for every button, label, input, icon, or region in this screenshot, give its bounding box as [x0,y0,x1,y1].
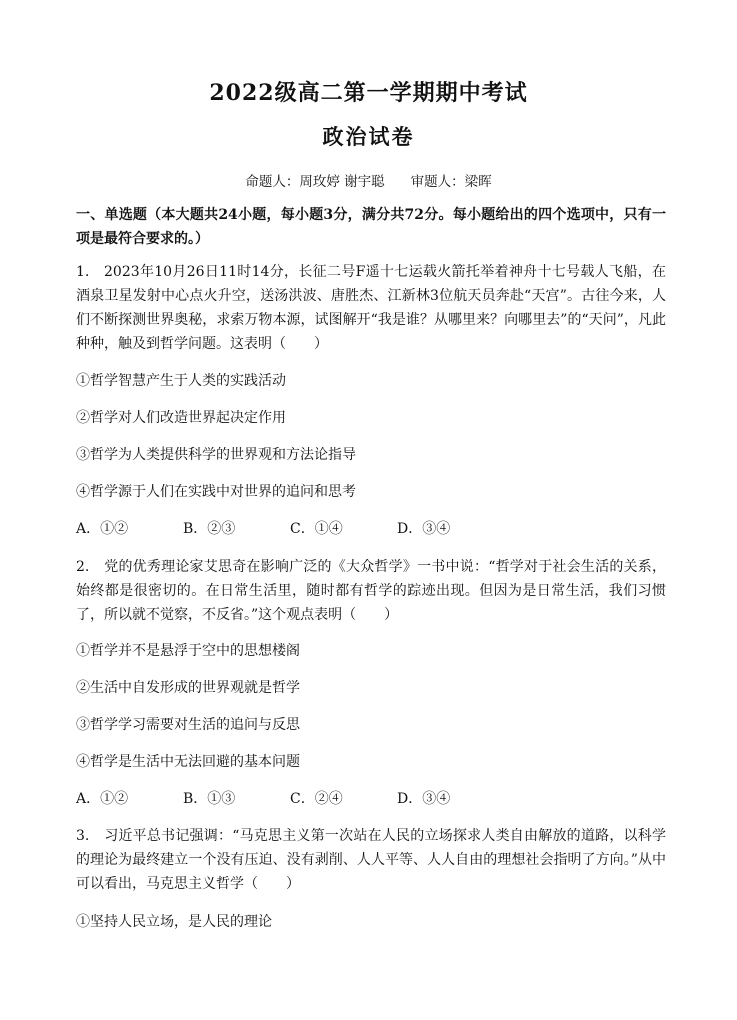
question-2-option-3: ③哲学学习需要对生活的追问与反思 [76,717,300,733]
question-3-stem [76,824,666,896]
question-1-choices [76,519,504,539]
question-2-option-2: ②生活中自发形成的世界观就是哲学 [76,680,300,696]
question-number: 2. [76,559,90,575]
authors-line [0,170,737,190]
question-1-option-3: ③哲学为人类提供科学的世界观和方法论指导 [76,447,356,463]
question-text: 2023年10月26日11时14分，长征二号F遥十七运载火箭托举着神舟十七号载人飞船，在酒泉卫星发射中心点火升空，送汤洪波、唐胜杰、江新林3位航天员奔赴“天宫”。古往今来，人们不断探测世界奥秘，求索万物本源，试图解开“我是谁？从哪里来？向哪里去”的“天问”，凡此种种，触及到哲学问题。这表明（ ） [76,264,666,352]
question-1-stem [76,260,666,356]
choice-a: A．①② [76,521,129,537]
exam-title: 2022级高二第一学期期中考试 [209,80,528,106]
choice-d: D．③④ [397,791,451,807]
question-2-option-4: ④哲学是生活中无法回避的基本问题 [76,754,300,770]
question-text: 党的优秀理论家艾思奇在影响广泛的《大众哲学》一书中说：“哲学对于社会生活的关系，始终都是很密切的。在日常生活里，随时都有哲学的踪迹出现。但因为是日常生活，我们习惯了，所以就不觉察，不反省。”这个观点表明（ ） [76,559,666,623]
question-3-option-1: ①坚持人民立场，是人民的理论 [76,914,272,930]
choice-b: B．②③ [183,521,236,537]
question-text: 习近平总书记强调：“马克思主义第一次站在人民的立场探求人类自由解放的道路，以科学的理论为最终建立一个没有压迫、没有剥削、人人平等、人人自由的理想社会指明了方向。”从中可以看出，马克思主义哲学（ ） [76,828,666,892]
choice-c: C．①④ [290,521,343,537]
question-1-option-4: ④哲学源于人们在实践中对世界的追问和思考 [76,484,356,500]
exam-subject-title: 政治试卷 [322,124,415,149]
question-1-option-1: ①哲学智慧产生于人类的实践活动 [76,373,286,389]
question-number: 3. [76,828,90,844]
question-2-stem [76,555,666,627]
question-number: 1. [76,264,90,280]
question-2-option-1: ①哲学并不是悬浮于空中的思想楼阁 [76,643,300,659]
question-1-option-2: ②哲学对人们改造世界起决定作用 [76,410,286,426]
choice-a: A．①② [76,791,129,807]
choice-d: D．③④ [397,521,451,537]
choice-b: B．①③ [183,791,236,807]
question-2-choices [76,789,504,809]
choice-c: C．②④ [290,791,343,807]
section-heading: 一、单选题（本大题共24小题，每小题3分，满分共72分。每小题给出的四个选项中，只有一项是最符合要求的。） [76,207,666,247]
setter-text: 命题人：周玫婷 谢宇聪 [245,174,385,190]
reviewer-text: 审题人：梁晖 [410,174,492,190]
